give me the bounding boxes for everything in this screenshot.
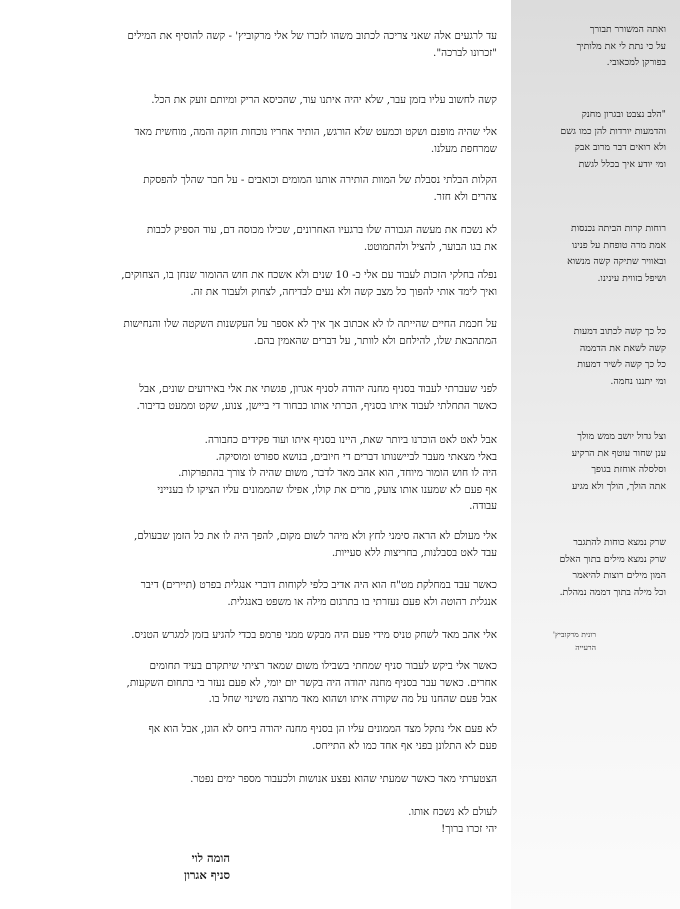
text-line: הצטערתי מאד כאשר שמעתי שהוא נפצע אנושות ולכעבור מספר ימים נפטר.	[190, 773, 497, 785]
text-line: שרק נמצא כוחות להתגבר	[573, 537, 666, 548]
text-line: אבל לאט לאט הוכרנו ביותר שאת, היינו בסניף איתו ועוד פקידים כחבורה.	[204, 434, 497, 446]
text-line: על כי נתת לי את מלותיך	[576, 40, 666, 52]
text-line: "זכרונו לברכה".	[433, 46, 497, 59]
text-line: לעולם לא נשכח אותו.	[408, 806, 497, 818]
text-line: אלי שהיה מופנם ושקט וכמעט שלא הורגש, הותיר אחריו נוכחות חזקה והמה, מוחשית מאד	[134, 126, 497, 138]
text-line: ושיפל בזווית עינינו.	[597, 272, 666, 284]
text-line: הקלות הבלתי נסבלת של המוות הותירה אותנו המומים וכואבים - על חבר שהלך להפסקת	[143, 174, 497, 186]
text-line: אמת מרה טופחת על פנינו	[571, 239, 666, 251]
text-line: אחרים. כאשר עבר בסניף מחנה יהודה היה בקשר יום יומי, לא פעם נעזר בי בתחום השקעות,	[126, 676, 497, 689]
text-line: ואתה המשורר תבורך	[589, 24, 666, 35]
letter-paragraph	[9, 721, 497, 754]
poem-stanza	[516, 107, 666, 173]
letter-paragraph	[9, 432, 497, 515]
text-line: כאשר עבד במחלקת מט"ח הוא היה אדיב כלפי לקוחות דוברי אנגלית בפרט (תיירים) דיבר	[140, 579, 497, 591]
text-line: ואיך לימד אותי להפוך כל מצב קשה ולא נעים לבדיחה, לצחוק ולעבור את זה.	[190, 285, 497, 298]
letter-paragraph	[9, 528, 497, 561]
text-line: כל כך קשה לכתוב דמעות	[573, 326, 666, 337]
signature-branch: סניף אגרון	[184, 868, 230, 882]
text-line: שמרחפת מעלנו.	[430, 142, 497, 155]
text-line: לפני שעברתי לעבוד בסניף מחנה יהודה לסניף אגרון, פגשתי את אלי באירועים שונים, אבל	[139, 383, 497, 395]
text-line: וצל גדול יושב ממש מולך	[577, 431, 666, 442]
text-line: אתה הולך, הולך ולא מגיע	[571, 480, 666, 492]
letter-paragraph	[9, 658, 497, 708]
text-line: אנגלית רהוטה ולא פעם נעזרתי בו בתרגום מילה או משפט באנגלית.	[227, 595, 497, 608]
text-line: באלי מצאתי מעבר לביישנותו דברים די חיובים, בנושא ספורט ומוסיקה.	[215, 450, 497, 463]
poem-author-signature	[553, 628, 596, 654]
text-line: המתהבאת שלו, להילחם ולא לוותר, על דברים שהאמין בהם.	[253, 334, 497, 347]
letter-paragraph	[9, 381, 497, 414]
text-line: רוחות קרות הביתה נכנסות	[571, 223, 666, 234]
letter-paragraph	[9, 172, 497, 205]
text-line: ענן שחור עוטף את הרקיע	[571, 447, 666, 459]
text-line: נפלה בחלקי הזכות לעבוד עם אלי כ- 10 שנים ולא אשכח את חוש ההומור שנחן בו, הצחוקים,	[121, 269, 497, 281]
text-line: כל כך קשה לשיר דמעות	[577, 359, 666, 370]
poem-sidebar	[511, 0, 680, 909]
text-line: ולא רואים דבר מרוב אבק	[574, 142, 666, 153]
text-line: בפורקן למכאובי.	[606, 57, 666, 68]
letter-paragraph	[9, 316, 497, 349]
letter-paragraph	[9, 124, 497, 157]
text-line: אלי אהב מאד לשחק טניס מידי פעם היה מבקש ממני פרמפ בכדי להגיע בזמן למגרש הטניס.	[131, 629, 497, 641]
letter-paragraph	[9, 267, 497, 300]
letter-paragraph	[9, 222, 497, 255]
poem-stanza	[516, 221, 666, 287]
text-line: היה לו חוש הומור מיוחד, הוא אהב מאד לדבר, משום שהיה לו צורך בהתפרקות.	[178, 467, 497, 479]
text-line: ומי יודע איך בכלל לגשת	[578, 158, 666, 170]
text-line: וכל מילה בתוך דממה נמהלת.	[559, 586, 666, 598]
text-line: יהי זכרו ברוך!	[441, 822, 497, 835]
text-line: לא פעם אלי נתקל מצד הממונים עליו הן בסניף מחנה יהודה ביחס לא הוגן, אבל הוא אף	[148, 723, 497, 735]
letter-paragraph	[9, 28, 497, 61]
text-line: עבד לאט בסבלנות, בחריצות ללא סעייות.	[331, 546, 497, 559]
poem-stanza	[516, 429, 666, 495]
text-line: "הלב נצבט ובגרון מחנק	[581, 109, 666, 120]
text-line: והדמעות יורדות להן כמו גשם	[560, 125, 666, 137]
letter-paragraph	[9, 627, 497, 644]
text-line: רונית מרקוביץ'	[552, 630, 596, 639]
text-line: אלי מעולם לא הראה סימני לחץ ולא מיהר לשום מקום, להפך היה לו את כל הזמן שבעולם,	[134, 530, 497, 542]
text-line: שרק נמצא מילים בתוך האלם	[559, 553, 666, 565]
text-line: הרעייה	[575, 643, 596, 652]
letter-signature	[120, 850, 230, 884]
text-line: אבל פעם שהחנו על מה שקורה איתו ושהוא מאד מרוצה משינוי שחל בו.	[208, 693, 497, 705]
letter-paragraph	[9, 771, 497, 788]
poem-stanza	[516, 324, 666, 390]
text-line: כאשר אלי ביקש לעבור סניף שמחתי בשבילו משום שמאד רציתי שיתקדם בעיד תחומים	[149, 660, 497, 672]
text-line: אף פעם לא שמענו אותו צועק, מרים את קולו, אפילו שהממונים עליו הציקו לו בענייני	[157, 483, 497, 496]
text-line: לא נשכח את מעשה הגבורה שלו ברגעיו האחרונים, שכילו מכוסה דם, עוד הספיק לכבות	[146, 224, 497, 236]
text-line: עבודה.	[469, 500, 497, 512]
poem-stanza	[516, 535, 666, 601]
text-line: כאשר התחלתי לעבוד איתו בסניף, הכרתי אותו כבחור די ביישן, צנוע, שקט וממעט בדיבור.	[136, 399, 497, 412]
text-line: על חכמת החיים שהייתה לו לא אכתוב אך איך לא אספר על העקשנות השקטה שלו והנחישות	[123, 318, 497, 330]
text-line: את בגו הבוער, להציל ולהתמוטט.	[363, 240, 497, 253]
text-line: קשה לשאת את הדממה	[579, 342, 666, 354]
text-line: עד לרגעים אלה שאני צריכה לכתוב משהו לזכרו של אלי מרקוביץ' - קשה להוסיף את המילים	[127, 30, 497, 42]
closing-lines	[337, 804, 497, 837]
text-line: ובאוויר שתיקה קשה מנשוא	[567, 256, 666, 267]
signature-name: הומה לוי	[191, 851, 230, 865]
letter-paragraph	[9, 92, 497, 109]
text-line: ומי יתננו נחמה.	[610, 375, 666, 387]
letter-paragraph	[9, 577, 497, 610]
text-line: קשה לחשוב עליו בזמן עבר, שלא יהיה איתנו עוד, שהכיסא הריק ומיותם זועק את הכל.	[151, 94, 497, 106]
text-line: וסלסלה אוחזת בגופך	[591, 464, 666, 475]
text-line: המון מילים רוצות להיאמר	[572, 570, 666, 581]
text-line: פעם לא התלונן בפני אף אחד כמו לא התייחס.	[312, 739, 497, 752]
text-line: צהרים ולא חזר.	[433, 190, 497, 203]
poem-stanza	[516, 22, 666, 72]
